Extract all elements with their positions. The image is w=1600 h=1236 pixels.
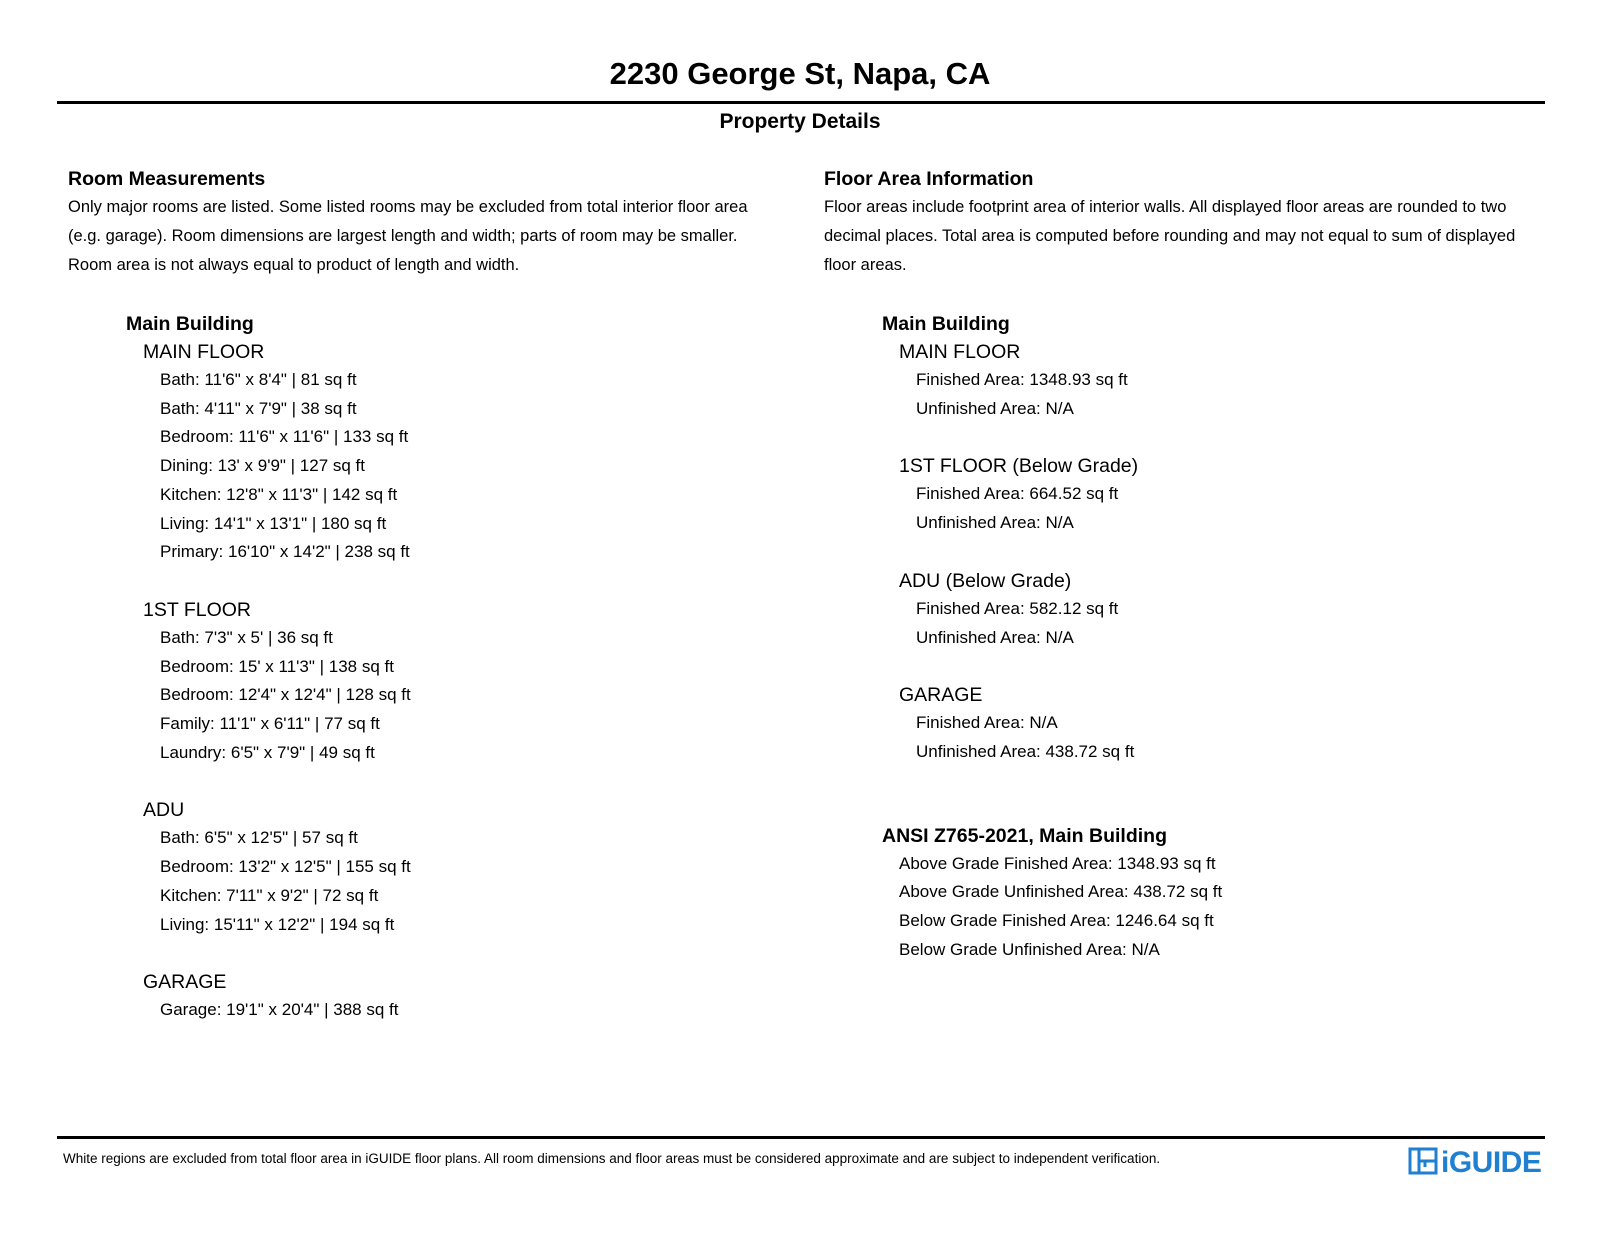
room-item: Garage: 19'1" x 20'4" | 388 sq ft — [160, 1000, 399, 1020]
floor-name: ADU — [143, 799, 185, 822]
area-item: Unfinished Area: 438.72 sq ft — [916, 741, 1135, 761]
room-item: Bath: 6'5" x 12'5" | 57 sq ft — [160, 828, 358, 848]
description-line: (e.g. garage). Room dimensions are largest length and width; parts of room may be smaller. — [68, 227, 738, 245]
page-title: 2230 George St, Napa, CA — [609, 56, 991, 91]
floor-name: MAIN FLOOR — [899, 341, 1021, 363]
floor-name: ADU (Below Grade) — [899, 569, 1072, 592]
room-item: Family: 11'1" x 6'11" | 77 sq ft — [160, 714, 380, 734]
floor-main — [143, 338, 788, 567]
room-item: Bath: 11'6" x 8'4" | 81 sq ft — [160, 370, 357, 389]
footer-divider — [57, 1136, 1545, 1139]
floor-area-description — [824, 193, 1554, 280]
ansi-item: Below Grade Unfinished Area: N/A — [899, 939, 1160, 959]
room-item: Bath: 4'11" x 7'9" | 38 sq ft — [160, 398, 357, 418]
room-building-block — [126, 310, 788, 1025]
room-item: Dining: 13' x 9'9" | 127 sq ft — [160, 456, 366, 476]
room-item: Bedroom: 12'4" x 12'4" | 128 sq ft — [160, 685, 411, 705]
floor-adu — [143, 796, 788, 939]
area-floor-main — [899, 338, 1554, 423]
area-floor-garage — [899, 681, 1554, 766]
room-item: Living: 14'1" x 13'1" | 180 sq ft — [160, 513, 387, 533]
room-measurements-section — [68, 165, 788, 1025]
floor-name: GARAGE — [143, 971, 227, 994]
floor-name: 1ST FLOOR — [143, 598, 252, 621]
room-item: Bedroom: 15' x 11'3" | 138 sq ft — [160, 656, 394, 676]
ansi-item: Above Grade Unfinished Area: 438.72 sq ft — [899, 882, 1223, 902]
ansi-item: Below Grade Finished Area: 1246.64 sq ft — [899, 911, 1214, 931]
area-item: Finished Area: 664.52 sq ft — [916, 484, 1119, 504]
floor-name: 1ST FLOOR (Below Grade) — [899, 455, 1139, 478]
room-item: Kitchen: 7'11" x 9'2" | 72 sq ft — [160, 885, 379, 905]
room-item: Bedroom: 13'2" x 12'5" | 155 sq ft — [160, 857, 411, 877]
area-item: Unfinished Area: N/A — [916, 398, 1074, 418]
floor-name: MAIN FLOOR — [143, 341, 265, 363]
ansi-heading: ANSI Z765-2021, Main Building — [882, 824, 1167, 847]
description-line: Only major rooms are listed. Some listed rooms may be excluded from total interior floor area — [68, 198, 748, 216]
floor-area-section — [824, 165, 1554, 964]
area-item: Finished Area: N/A — [916, 713, 1058, 733]
building-heading: Main Building — [126, 313, 254, 335]
area-item: Unfinished Area: N/A — [916, 513, 1074, 533]
logo-text: iGUIDE — [1441, 1146, 1542, 1179]
ansi-item: Above Grade Finished Area: 1348.93 sq ft — [899, 853, 1216, 873]
area-floor-1st — [899, 452, 1554, 537]
header-divider — [57, 101, 1545, 104]
room-item: Laundry: 6'5" x 7'9" | 49 sq ft — [160, 742, 375, 762]
floorplan-icon — [1408, 1147, 1438, 1180]
floor-name: GARAGE — [899, 684, 983, 707]
room-measurements-heading: Room Measurements — [68, 168, 266, 190]
footer-disclaimer: White regions are excluded from total floor area in iGUIDE floor plans. All room dimensions and floor areas must be considered approximate and are subject to independent verification. — [63, 1151, 1161, 1166]
description-line: floor areas. — [824, 256, 907, 274]
room-item: Primary: 16'10" x 14'2" | 238 sq ft — [160, 542, 410, 562]
room-item: Kitchen: 12'8" x 11'3" | 142 sq ft — [160, 484, 398, 504]
ansi-block — [882, 822, 1554, 965]
page-subtitle: Property Details — [719, 110, 881, 133]
floor-area-heading: Floor Area Information — [824, 168, 1034, 190]
area-building-block — [882, 310, 1554, 767]
room-item: Bath: 7'3" x 5' | 36 sq ft — [160, 627, 333, 647]
iguide-logo — [1408, 1146, 1541, 1180]
area-item: Finished Area: 582.12 sq ft — [916, 598, 1119, 618]
building-heading: Main Building — [882, 313, 1010, 335]
floor-1st — [143, 596, 788, 768]
area-item: Finished Area: 1348.93 sq ft — [916, 370, 1128, 389]
description-line: decimal places. Total area is computed before rounding and may not equal to sum of displayed — [824, 227, 1516, 245]
description-line: Room area is not always equal to product of length and width. — [68, 256, 520, 274]
description-line: Floor areas include footprint area of interior walls. All displayed floor areas are rounded to two — [824, 198, 1507, 216]
room-item: Living: 15'11" x 12'2" | 194 sq ft — [160, 914, 395, 934]
floor-garage — [143, 968, 788, 1025]
area-item: Unfinished Area: N/A — [916, 627, 1074, 647]
room-item: Bedroom: 11'6" x 11'6" | 133 sq ft — [160, 427, 409, 447]
area-floor-adu — [899, 567, 1554, 652]
room-measurements-description — [68, 193, 788, 280]
